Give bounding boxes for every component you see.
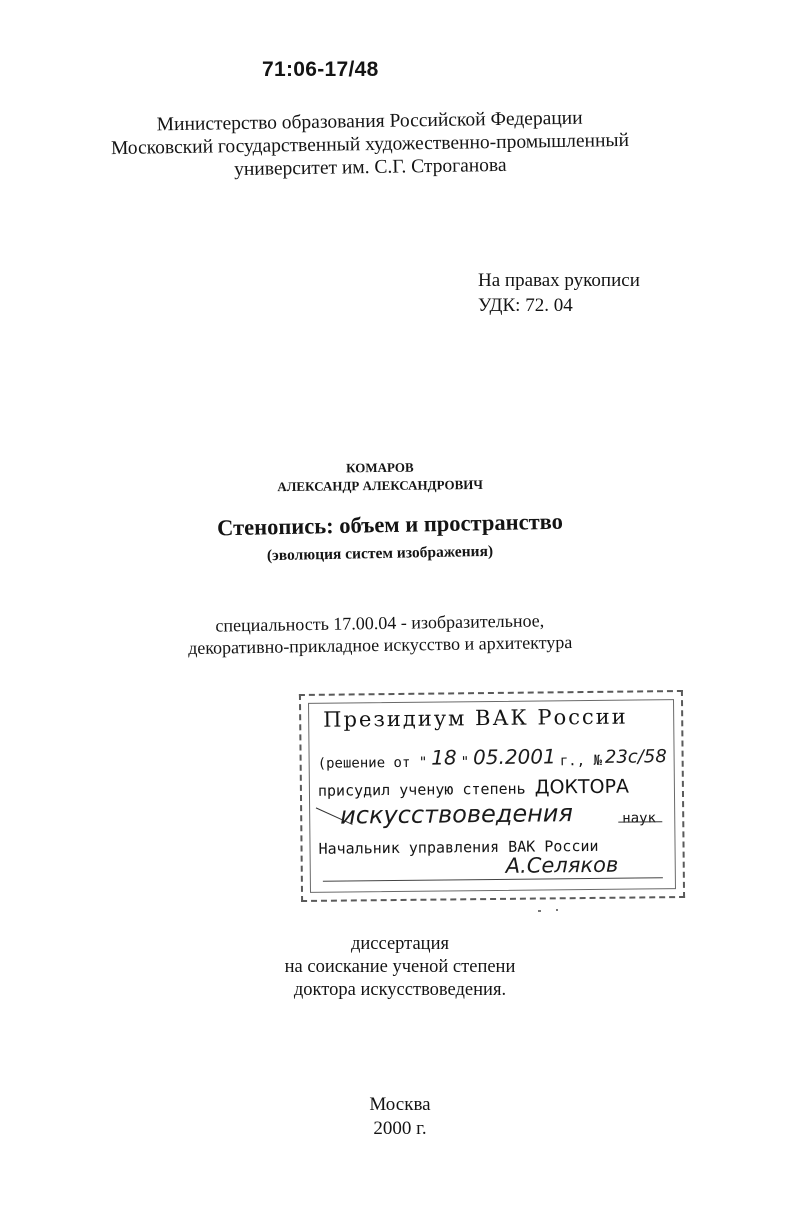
dissertation-title: Стенопись: объем и пространство xyxy=(216,508,564,541)
specialty-line-2: декоративно-прикладное искусство и архитектура xyxy=(187,631,573,659)
university-line-2: университет им. С.Г. Строганова xyxy=(233,154,507,181)
decision-quote: " xyxy=(460,754,470,771)
institution-header xyxy=(59,105,680,184)
dissertation-line-1: диссертация xyxy=(350,934,449,954)
registration-code: 71:06-17/48 xyxy=(262,58,379,81)
specialty-block xyxy=(100,608,661,661)
dissertation-line-2: на соискание ученой степени xyxy=(284,957,516,977)
university-line-1: Московский государственный художественно-промышленный xyxy=(110,129,630,160)
science-word: наук xyxy=(622,810,657,827)
vak-approval-stamp xyxy=(299,690,685,902)
scan-speck xyxy=(556,909,558,911)
stamp-head-line: Начальник управления ВАК России xyxy=(318,836,599,858)
handwritten-date: 05.2001 xyxy=(472,744,556,770)
scan-speck xyxy=(538,910,541,912)
official-signature: А.Селяков xyxy=(505,852,619,878)
specialty-line-1: специальность 17.00.04 - изобразительное, xyxy=(215,610,545,636)
dissertation-line-3: доктора искусствоведения. xyxy=(293,980,507,1000)
dissertation-type-block xyxy=(200,933,600,1002)
stamp-title: Президиум ВАК России xyxy=(323,704,628,732)
manuscript-rights: На правах рукописи xyxy=(478,270,640,291)
handwritten-day: 18 xyxy=(431,745,457,770)
stamp-decision-line xyxy=(317,745,666,773)
stamp-awarded-line xyxy=(318,776,629,801)
decision-prefix: (решение от " xyxy=(317,754,428,772)
decision-suffix: г., № xyxy=(559,752,603,770)
city: Москва xyxy=(369,1094,431,1115)
handwritten-field: искусствоведения xyxy=(340,799,574,830)
place-block xyxy=(300,1093,500,1141)
udc-code: УДК: 72. 04 xyxy=(478,295,573,316)
author-block xyxy=(180,457,580,497)
ministry-line: Министерство образования Российской Федерации xyxy=(156,107,583,136)
degree-word: ДОКТОРА xyxy=(534,775,630,799)
awarded-text: присудил ученую степень xyxy=(317,779,526,800)
year: 2000 г. xyxy=(373,1118,427,1139)
handwritten-decision-number: 23с/58 xyxy=(604,746,667,768)
author-name: АЛЕКСАНДР АЛЕКСАНДРОВИЧ xyxy=(277,476,483,495)
dissertation-subtitle: (эволюция систем изображения) xyxy=(266,542,494,565)
author-surname: КОМАРОВ xyxy=(346,459,414,476)
rights-block xyxy=(478,268,640,318)
